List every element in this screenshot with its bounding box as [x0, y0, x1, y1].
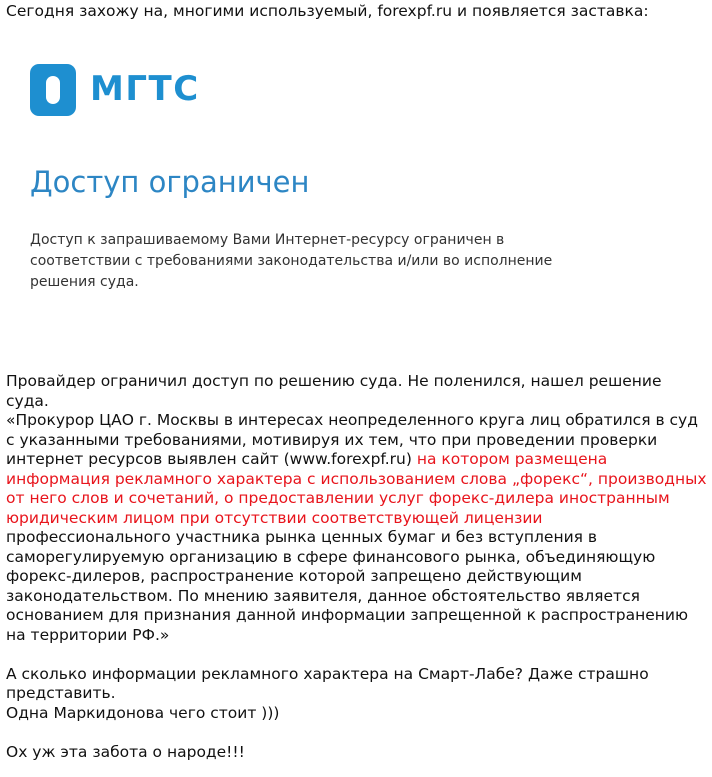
mgts-logo — [30, 64, 200, 116]
intro-text: Сегодня захожу на, многими используемый, forexpf.ru и появляется заставка: — [6, 2, 649, 20]
blocked-page-screenshot — [6, 30, 616, 350]
access-restricted-title: Доступ ограничен — [30, 165, 310, 199]
quote-part-2: профессионального участника рынка ценных бумаг и без вступления в саморегулируемую организацию в сфере финансового рынка, объединяющую форекс-дилеров, распространение которой запрещено действующим законодательством. По мнению заявителя, данное обстоятельство является основанием для признания данной информации запрещенной к распространению на территории РФ.» — [6, 528, 688, 644]
mgts-logo-icon — [30, 64, 76, 116]
paragraph-markidonova: Одна Маркидонова чего стоит ))) — [6, 703, 280, 722]
quote-part-1: «Прокурор ЦАО г. Москвы в интересах неопределенного круга лиц обратился в суд с указанными требованиями, мотивируя их тем, что при проведении проверки интернет ресурсов выявлен сайт (www.forexpf.ru) — [6, 411, 698, 468]
logo-text: МГТС — [90, 69, 200, 110]
post-body — [6, 372, 708, 762]
paragraph-smartlab: А сколько информации рекламного характера на Смарт-Лабе? Даже страшно представить. — [6, 664, 649, 702]
access-restricted-message: Доступ к запрашиваемому Вами Интернет-ресурсу ограничен в соответствии с требованиями законодательства и/или во исполнение решения суда. — [30, 232, 553, 290]
court-quote — [6, 411, 708, 645]
quote-highlight: на котором размещена информация рекламного характера с использованием слова „форекс“, производных от него слов и сочетаний, о предоставлении услуг форекс-дилера иностранным юридическим лицом при отсутствии соответствующей лицензии — [6, 450, 707, 527]
closing-line: Ох уж эта забота о народе!!! — [6, 742, 245, 761]
paragraph-provider: Провайдер ограничил доступ по решению суда. Не поленился, нашел решение суда. — [6, 372, 662, 410]
